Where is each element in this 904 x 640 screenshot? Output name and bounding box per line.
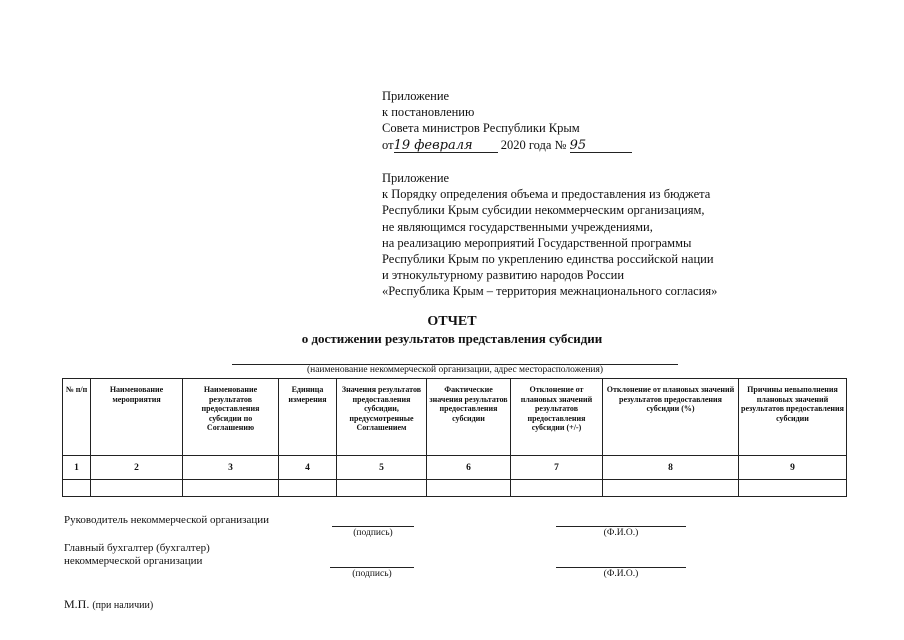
order-attachment-line: и этнокультурному развитию народов России [382, 268, 625, 283]
decree-date-row [382, 137, 632, 153]
head-name-line [556, 526, 686, 527]
table-cell [183, 480, 279, 497]
accountant-signature-line [330, 567, 414, 568]
order-attachment-line: Приложение [382, 171, 450, 185]
stamp-note: (при наличии) [92, 600, 154, 611]
order-attachment-line: к Порядку определения объема и предоставления из бюджета [382, 187, 711, 202]
year-text: 2020 года № [500, 137, 567, 152]
table-cell [337, 480, 427, 497]
accountant-signature-label-2: некоммерческой организации [64, 555, 203, 567]
column-number: 9 [739, 456, 847, 480]
column-header: Причины невыполнения плановых значений результатов предоставления субсидии [739, 379, 847, 456]
order-attachment-line: Республики Крым субсидии некоммерческим организациям, [382, 203, 705, 218]
decree-attachment-line: Совета министров Республики Крым [382, 121, 580, 136]
column-number: 2 [91, 456, 183, 480]
head-signature-caption: (подпись) [353, 528, 393, 538]
stamp-label: М.П. [64, 597, 90, 611]
table-empty-row [63, 480, 847, 497]
column-header: Отклонение от плановых значений результатов предоставления субсидии (+/-) [511, 379, 603, 456]
column-header: № п/п [63, 379, 91, 456]
table-cell [279, 480, 337, 497]
table-number-row [63, 456, 847, 480]
order-attachment-line: «Республика Крым – территория межнационального согласия» [382, 284, 718, 299]
table-cell [427, 480, 511, 497]
table-cell [511, 480, 603, 497]
accountant-name-line [556, 567, 686, 568]
head-name-caption: (Ф.И.О.) [603, 528, 639, 538]
column-number: 3 [183, 456, 279, 480]
column-number: 5 [337, 456, 427, 480]
handwritten-date: 19 февраля [394, 139, 498, 153]
order-attachment-line: Республики Крым по укреплению единства российской нации [382, 252, 714, 267]
accountant-signature-caption: (подпись) [352, 569, 392, 579]
decree-attachment-line: к постановлению [382, 105, 475, 120]
column-number: 8 [603, 456, 739, 480]
report-title: ОТЧЕТ [427, 314, 477, 329]
handwritten-number: 95 [570, 139, 632, 153]
column-header: Единица измерения [279, 379, 337, 456]
order-attachment-block [382, 170, 717, 300]
head-signature-line [332, 526, 414, 527]
column-number: 6 [427, 456, 511, 480]
accountant-name-caption: (Ф.И.О.) [603, 569, 639, 579]
org-name-caption: (наименование некоммерческой организации, адрес месторасположения) [306, 365, 604, 375]
column-number: 7 [511, 456, 603, 480]
column-header: Значения результатов предоставления субсидии, предусмотренные Соглашением [337, 379, 427, 456]
accountant-signature-label-1: Главный бухгалтер (бухгалтер) [64, 542, 210, 554]
decree-attachment-block [382, 88, 632, 153]
order-attachment-line: не являющимся государственными учреждениями, [382, 219, 653, 234]
report-table [62, 378, 847, 497]
report-subtitle: о достижении результатов представления субсидии [301, 331, 603, 346]
column-number: 4 [279, 456, 337, 480]
head-signature-label: Руководитель некоммерческой организации [64, 514, 270, 526]
date-prefix: от [382, 137, 394, 152]
table-cell [603, 480, 739, 497]
column-header: Отклонение от плановых значений результатов предоставления субсидии (%) [603, 379, 739, 456]
decree-attachment-line: Приложение [382, 89, 450, 103]
stamp-place [64, 597, 153, 612]
table-cell [739, 480, 847, 497]
order-attachment-line: на реализацию мероприятий Государственной программы [382, 235, 692, 250]
column-header: Фактические значения результатов предоставления субсидии [427, 379, 511, 456]
table-cell [63, 480, 91, 497]
table-header-row [63, 379, 847, 456]
column-header: Наименование результатов предоставления субсидии по Соглашению [183, 379, 279, 456]
column-header: Наименование мероприятия [91, 379, 183, 456]
column-number: 1 [63, 456, 91, 480]
table-cell [91, 480, 183, 497]
